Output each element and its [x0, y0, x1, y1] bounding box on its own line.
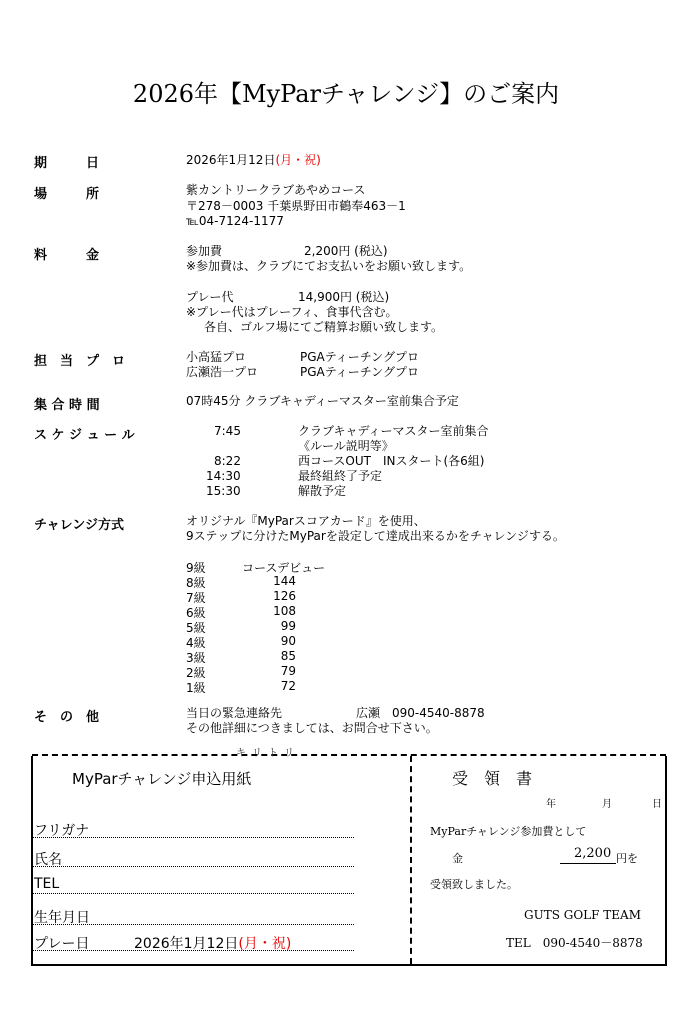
play-day-line — [32, 950, 354, 951]
grade-score: 79 — [280, 664, 296, 678]
grade-score: 85 — [280, 649, 296, 663]
receipt-kin: 金 — [452, 852, 463, 865]
grade-level: 3級 — [186, 651, 206, 665]
grade-level: 1級 — [186, 681, 206, 695]
grade-score: 126 — [273, 589, 296, 603]
challenge-line2: 9ステップに分けたMyParを設定して達成出来るかをチャレンジする。 — [186, 529, 565, 543]
play-fee-amount: 14,900円 (税込) — [298, 290, 390, 304]
entry-fee-note: ※参加費は、クラブにてお支払いをお願い致します。 — [186, 259, 472, 273]
field-birthday-line[interactable] — [32, 924, 354, 925]
date-value — [186, 153, 321, 168]
grade-score: 90 — [280, 634, 296, 648]
pro-label: 担 当 プ ロ — [34, 354, 126, 369]
date-weekday: (月・祝) — [275, 153, 321, 167]
form-bottom-border — [31, 964, 667, 966]
schedule-time-1: 7:45 — [214, 424, 241, 438]
form-right-border — [665, 756, 667, 964]
challenge-label: チャレンジ方式 — [34, 518, 124, 533]
field-name-line[interactable] — [32, 866, 354, 867]
form-left-border — [31, 756, 33, 964]
field-furigana-label: フリガナ — [34, 823, 90, 839]
receipt-line3: 受領致しました。 — [430, 878, 518, 891]
grade-score: コースデビュー — [242, 561, 326, 575]
receipt-team: GUTS GOLF TEAM — [524, 908, 641, 922]
form-title: MyParチャレンジ申込用紙 — [72, 770, 252, 788]
receipt-day: 日 — [652, 799, 662, 810]
grade-level: 8級 — [186, 576, 206, 590]
schedule-time-4: 14:30 — [206, 469, 241, 483]
grade-level: 6級 — [186, 606, 206, 620]
fee-label: 料 金 — [34, 248, 100, 263]
grade-score: 144 — [273, 574, 296, 588]
place-phone: ℡04-7124-1177 — [186, 214, 284, 228]
schedule-text-3: 西コースOUT INスタート(各6組) — [298, 454, 485, 468]
place-name: 紫カントリークラブあやめコース — [186, 183, 366, 197]
field-birthday-label: 生年月日 — [34, 910, 90, 926]
schedule-time-3: 8:22 — [214, 454, 241, 468]
pro-role-2: PGAティーチングプロ — [300, 365, 419, 379]
contact-label: 当日の緊急連絡先 — [186, 706, 283, 720]
other-label: そ の 他 — [34, 710, 100, 725]
receipt-yen: 円を — [616, 852, 638, 865]
schedule-text-4: 最終組終了予定 — [298, 469, 383, 483]
cut-label: キリトリ — [236, 748, 300, 759]
schedule-time-5: 15:30 — [206, 484, 241, 498]
grade-score: 99 — [280, 619, 296, 633]
pro-role-1: PGAティーチングプロ — [300, 350, 419, 364]
receipt-tel: TEL 090-4540－8878 — [506, 936, 643, 950]
entry-fee-label: 参加費 — [186, 244, 223, 258]
play-fee-label: プレー代 — [186, 290, 234, 304]
pro-name-2: 広瀬浩一プロ — [186, 365, 259, 379]
date-label: 期 日 — [34, 156, 100, 171]
challenge-line1: オリジナル『MyParスコアカード』を使用、 — [186, 514, 426, 528]
play-day-label: プレー日 — [34, 936, 90, 952]
schedule-text-1: クラブキャディーマスター室前集合 — [298, 424, 489, 438]
play-day-weekday: (月・祝) — [238, 936, 292, 952]
receipt-amount: 2,200 — [574, 846, 612, 861]
field-tel-label: TEL — [34, 876, 60, 892]
entry-fee-amount: 2,200円 (税込) — [304, 244, 388, 258]
grade-score: 108 — [273, 604, 296, 618]
contact-phone: 090-4540-8878 — [392, 706, 485, 720]
play-fee-note1: ※プレー代はプレーフィ、食事代含む。 — [186, 305, 398, 319]
grade-level: 4級 — [186, 636, 206, 650]
form-divider — [410, 756, 412, 964]
cut-line — [32, 754, 666, 756]
grade-level: 7級 — [186, 591, 206, 605]
field-name-label: 氏名 — [34, 852, 62, 868]
meet-label: 集 合 時 間 — [34, 398, 100, 413]
receipt-line1: MyParチャレンジ参加費として — [430, 825, 587, 838]
place-label: 場 所 — [34, 187, 100, 202]
schedule-text-2: 《ルール説明等》 — [298, 439, 394, 453]
grade-score: 72 — [280, 679, 296, 693]
grade-level: 9級 — [186, 561, 206, 575]
field-tel-line[interactable] — [32, 893, 354, 894]
meet-value: 07時45分 クラブキャディーマスター室前集合予定 — [186, 394, 459, 408]
schedule-text-5: 解散予定 — [298, 484, 347, 498]
pro-name-1: 小高猛プロ — [186, 350, 247, 364]
play-fee-note2: 各自、ゴルフ場にてご精算お願い致します。 — [204, 320, 444, 334]
receipt-month: 月 — [602, 799, 612, 810]
receipt-title: 受 領 書 — [452, 769, 533, 788]
grade-level: 5級 — [186, 621, 206, 635]
place-address: 〒278－0003 千葉県野田市鶴奉463－1 — [186, 199, 406, 213]
receipt-amount-underline — [560, 863, 616, 864]
schedule-label: ス ケ ジ ュ ー ル — [34, 428, 135, 443]
page-title: 2026年【MyParチャレンジ】のご案内 — [132, 80, 560, 108]
date-text: 2026年1月12日 — [186, 153, 276, 167]
contact-name: 広瀬 — [356, 706, 381, 720]
other-note: その他詳細につきましては、お問合せ下さい。 — [186, 721, 438, 735]
grade-level: 2級 — [186, 666, 206, 680]
play-day-date: 2026年1月12日 — [134, 936, 239, 952]
field-furigana-line[interactable] — [32, 837, 354, 838]
receipt-year: 年 — [546, 799, 556, 810]
